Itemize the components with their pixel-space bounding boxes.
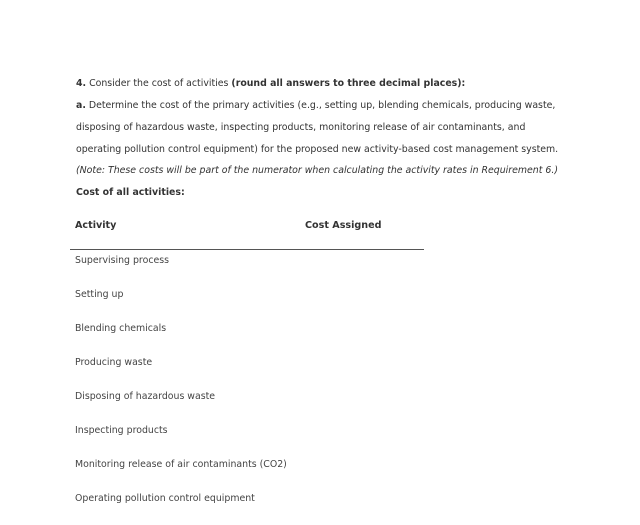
activity-row-label: Disposing of hazardous waste — [75, 391, 216, 402]
question-number: 4. — [76, 78, 87, 89]
header-divider-activity — [70, 249, 300, 250]
activity-row-label: Blending chemicals — [75, 323, 167, 334]
part-a-line-2: disposing of hazardous waste, inspecting products, monitoring release of air contaminants, and — [76, 122, 526, 133]
part-a-line-1 — [76, 99, 555, 113]
activity-row-label: Operating pollution control equipment — [75, 493, 255, 504]
question-intro: Consider the cost of activities — [89, 78, 229, 89]
part-text-1: Determine the cost of the primary activities (e.g., setting up, blending chemicals, producing waste, — [88, 100, 556, 111]
part-label: a. — [76, 100, 86, 111]
column-header-activity: Activity — [75, 220, 117, 231]
column-header-cost-assigned: Cost Assigned — [305, 220, 382, 231]
activity-row-label: Inspecting products — [75, 425, 168, 436]
question-instruction: (round all answers to three decimal places): — [231, 78, 466, 89]
activity-row-label: Supervising process — [75, 255, 170, 266]
activity-row-label: Monitoring release of air contaminants (CO2) — [75, 459, 287, 470]
table-caption: Cost of all activities: — [76, 187, 185, 198]
part-a-line-3: operating pollution control equipment) for the proposed new activity-based cost management system. — [76, 144, 559, 155]
activity-row-label: Producing waste — [75, 357, 153, 368]
header-divider-cost — [300, 249, 424, 250]
activity-row-label: Setting up — [75, 289, 124, 300]
note-text: (Note: These costs will be part of the numerator when calculating the activity rates in Requirement 6.) — [76, 165, 558, 176]
question-header — [76, 77, 465, 91]
